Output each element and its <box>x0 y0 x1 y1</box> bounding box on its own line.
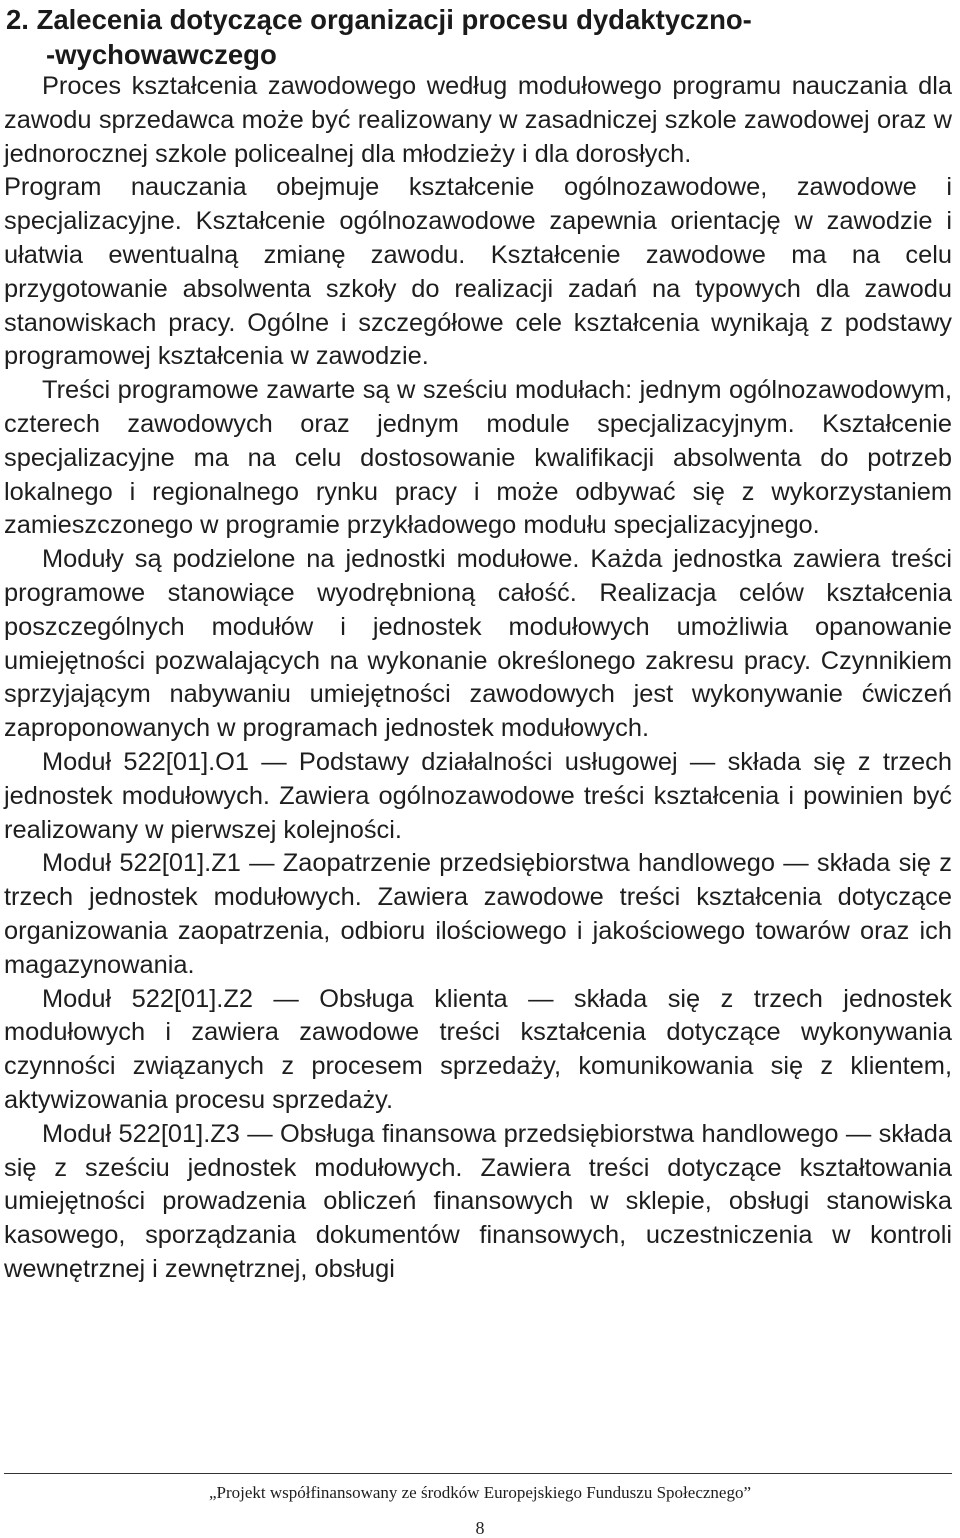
section-heading-line-2: -wychowawczego <box>46 39 277 70</box>
paragraph-module-z1: Moduł 522[01].Z1 — Zaopatrzenie przedsiębiorstwa handlowego — składa się z trzech jednostek modułowych. Zawiera zawodowe treści kształcenia dotyczące organizowania zaopatrzenia, odbioru ilościowego i jakościowego towarów oraz ich magazynowania. <box>4 849 952 979</box>
section-heading <box>6 2 956 72</box>
paragraph-module-z3: Moduł 522[01].Z3 — Obsługa finansowa przedsiębiorstwa handlowego — składa się z sześciu jednostek modułowych. Zawiera treści dotyczące kształtowania umiejętności prowadzenia obliczeń finansowych w sklepie, obsługi stanowiska kasowego, sporządzania dokumentów finansowych, uczestniczenia w kontroli wewnętrznej i zewnętrznej, obsługi <box>4 1119 952 1283</box>
paragraph-module-z2: Moduł 522[01].Z2 — Obsługa klienta — składa się z trzech jednostek modułowych i zawiera zawodowe treści kształcenia dotyczące wykonywania czynności związanych z procesem sprzedaży, komunikowania się z klientem, aktywizowania procesu sprzedaży. <box>4 984 952 1114</box>
paragraph-module-contents: Treści programowe zawarte są w sześciu modułach: jednym ogólnozawodowym, czterech zawodowych oraz jednym module specjalizacyjnym. Kształcenie specjalizacyjne ma na celu dostosowanie kwalifikacji absolwenta do potrzeb lokalnego i regionalnego rynku pracy i może odbywać się z wykorzystaniem zamieszczonego w programie przykładowego modułu specjalizacyjnego. <box>4 376 952 540</box>
section-heading-line-1: 2. Zalecenia dotyczące organizacji procesu dydaktyczno- <box>6 4 752 35</box>
paragraph-module-o1: Moduł 522[01].O1 — Podstawy działalności usługowej — składa się z trzech jednostek modułowych. Zawiera ogólnozawodowe treści kształcenia i powinien być realizowany w pierwszej kolejności. <box>4 747 952 844</box>
paragraph-intro: Proces kształcenia zawodowego według modułowego programu nauczania dla zawodu sprzedawca może być realizowany w zasadniczej szkole zawodowej oraz w jednorocznej szkole policealnej dla młodzieży i dla dorosłych. <box>4 72 952 168</box>
page-number: 8 <box>475 1518 485 1538</box>
body-text <box>4 70 952 1287</box>
paragraph-module-units: Moduły są podzielone na jednostki modułowe. Każda jednostka zawiera treści programowe stanowiące wyodrębnioną całość. Realizacja celów kształcenia poszczególnych modułów i jednostek modułowych umożliwia opanowanie umiejętności pozwalających na wykonanie określonego zakresu pracy. Czynnikiem sprzyjającym nabywaniu umiejętności zawodowych jest wykonywanie ćwiczeń zaproponowanych w programach jednostek modułowych. <box>4 545 952 743</box>
footer-divider <box>4 1473 952 1474</box>
footer-funding-note: „Projekt współfinansowany ze środków Europejskiego Funduszu Społecznego” <box>209 1483 751 1502</box>
paragraph-program-scope: Program nauczania obejmuje kształcenie ogólnozawodowe, zawodowe i specjalizacyjne. Kształcenie ogólnozawodowe zapewnia orientację w zawodzie i ułatwia ewentualną zmianę zawodu. Kształcenie zawodowe ma na celu przygotowanie absolwenta szkoły do realizacji zadań na typowych dla zawodu stanowiskach pracy. Ogólne i szczegółowe cele kształcenia wynikają z podstawy programowej kształcenia w zawodzie. <box>4 173 952 371</box>
